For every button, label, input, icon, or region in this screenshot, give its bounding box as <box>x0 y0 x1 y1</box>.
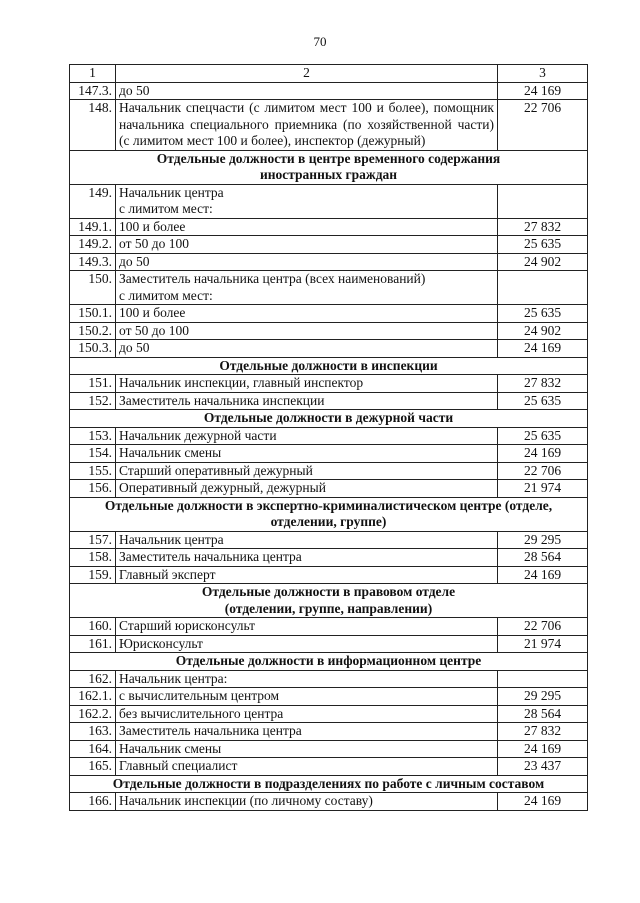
salary-value: 22 706 <box>498 462 588 480</box>
position-title <box>116 392 498 410</box>
table-row <box>70 549 588 567</box>
section-header-row <box>70 150 588 184</box>
position-title <box>116 305 498 323</box>
section-title-line: Отдельные должности в дежурной части <box>203 410 454 425</box>
table-row <box>70 705 588 723</box>
position-title-line: до 50 <box>119 253 150 269</box>
position-title-line: от 50 до 100 <box>119 322 189 338</box>
salary-value: 21 974 <box>498 480 588 498</box>
position-title-line: Юрисконсульт <box>119 635 203 651</box>
column-header-row <box>70 65 588 83</box>
item-number: 163. <box>70 723 116 741</box>
item-number: 151. <box>70 375 116 393</box>
table-row <box>70 322 588 340</box>
salary-value: 27 832 <box>498 218 588 236</box>
position-title <box>116 723 498 741</box>
section-title-line: отделении, группе) <box>270 514 387 529</box>
section-title-line: иностранных граждан <box>259 167 398 182</box>
item-number: 162.1. <box>70 688 116 706</box>
position-title-line: Начальник смены <box>119 740 222 756</box>
position-title-line: Заместитель начальника инспекции <box>119 392 325 408</box>
section-header-row <box>70 775 588 793</box>
position-title-line: Начальник смены <box>119 445 222 460</box>
item-number: 150. <box>70 271 116 305</box>
position-title <box>116 375 498 393</box>
salary-value: 24 169 <box>498 82 588 100</box>
section-title <box>70 584 588 618</box>
salary-value: 21 974 <box>498 635 588 653</box>
salary-value: 24 169 <box>498 793 588 811</box>
position-title <box>116 253 498 271</box>
item-number: 148. <box>70 100 116 151</box>
section-title <box>70 775 588 793</box>
salary-value: 24 902 <box>498 322 588 340</box>
salary-value: 24 902 <box>498 253 588 271</box>
section-title-line: Отдельные должности в подразделениях по работе с личным составом <box>112 775 545 791</box>
position-title-line: с лимитом мест: <box>119 287 213 303</box>
table-row <box>70 740 588 758</box>
page-number: 70 <box>313 34 327 49</box>
position-title-line: 100 и более <box>119 218 186 234</box>
section-title <box>70 150 588 184</box>
item-number: 152. <box>70 392 116 410</box>
position-title-line: Начальник центра: <box>119 670 228 686</box>
position-title <box>116 793 498 811</box>
item-number: 165. <box>70 758 116 776</box>
position-title <box>116 100 498 151</box>
position-title <box>116 445 498 463</box>
section-header-row <box>70 653 588 671</box>
section-title-line: Отдельные должности в инспекции <box>219 357 438 373</box>
position-title-line: с вычислительным центром <box>119 688 280 703</box>
section-header-row <box>70 584 588 618</box>
item-number: 150.2. <box>70 322 116 340</box>
table-row <box>70 253 588 271</box>
position-title-line: до 50 <box>119 82 150 98</box>
table-row <box>70 635 588 653</box>
salary-value: 24 169 <box>498 340 588 358</box>
salary-value: 28 564 <box>498 549 588 567</box>
table-row <box>70 427 588 445</box>
section-header-row <box>70 357 588 375</box>
position-title-line: Начальник дежурной части <box>119 427 277 443</box>
position-title-line: Начальник инспекции (по личному составу) <box>119 793 373 808</box>
position-title-line: Заместитель начальника центра <box>119 549 302 564</box>
item-number: 149.3. <box>70 253 116 271</box>
item-number: 156. <box>70 480 116 498</box>
position-title <box>116 531 498 549</box>
table-row <box>70 670 588 688</box>
table-row <box>70 375 588 393</box>
salary-value: 23 437 <box>498 758 588 776</box>
item-number: 158. <box>70 549 116 567</box>
position-title <box>116 670 498 688</box>
section-title <box>70 653 588 671</box>
section-header-row <box>70 497 588 531</box>
position-title-line: Начальник центра <box>119 531 224 547</box>
position-title-line: Оперативный дежурный, дежурный <box>119 480 326 495</box>
item-number: 162. <box>70 670 116 688</box>
salary-value: 25 635 <box>498 305 588 323</box>
salary-value: 24 169 <box>498 740 588 758</box>
salary-value: 24 169 <box>498 445 588 463</box>
positions-table <box>69 64 588 811</box>
position-title <box>116 740 498 758</box>
table-row <box>70 184 588 218</box>
salary-value: 29 295 <box>498 531 588 549</box>
table-row <box>70 618 588 636</box>
table-row <box>70 688 588 706</box>
salary-value <box>498 184 588 218</box>
position-title-line: Главный эксперт <box>119 566 216 582</box>
position-title-line: до 50 <box>119 340 150 355</box>
position-title-line: Главный специалист <box>119 758 238 773</box>
table-row <box>70 723 588 741</box>
table-row <box>70 100 588 151</box>
position-title-line: Заместитель начальника центра <box>119 723 302 738</box>
salary-value: 22 706 <box>498 100 588 151</box>
salary-value <box>498 271 588 305</box>
section-title <box>70 497 588 531</box>
position-title-line: от 50 до 100 <box>119 236 189 251</box>
salary-value: 29 295 <box>498 688 588 706</box>
item-number: 147.3. <box>70 82 116 100</box>
position-title <box>116 566 498 584</box>
table-row <box>70 480 588 498</box>
salary-value: 28 564 <box>498 705 588 723</box>
section-title-line: Отдельные должности в экспертно-криминалистическом центре (отделе, <box>104 497 553 513</box>
section-title <box>70 410 588 428</box>
position-title-line: Заместитель начальника центра (всех наименований) <box>119 271 426 286</box>
salary-value: 27 832 <box>498 723 588 741</box>
position-title <box>116 218 498 236</box>
salary-value: 27 832 <box>498 375 588 393</box>
table-row <box>70 445 588 463</box>
position-title <box>116 705 498 723</box>
item-number: 153. <box>70 427 116 445</box>
salary-value: 22 706 <box>498 618 588 636</box>
position-title-line: Начальник спецчасти (с лимитом мест 100 и более), помощник начальника специального приемника (по хозяйственной части) (с лимитом мест 100 и более), инспектор (дежурный) <box>119 100 494 148</box>
section-title-line: (отделении, группе, направлении) <box>224 600 433 616</box>
table-body <box>70 65 588 811</box>
table-row <box>70 82 588 100</box>
item-number: 149.1. <box>70 218 116 236</box>
section-header-row <box>70 410 588 428</box>
item-number: 162.2. <box>70 705 116 723</box>
salary-value: 24 169 <box>498 566 588 584</box>
item-number: 149.2. <box>70 236 116 254</box>
item-number: 154. <box>70 445 116 463</box>
position-title <box>116 184 498 218</box>
section-title-line: Отдельные должности в правовом отделе <box>201 584 456 599</box>
item-number: 155. <box>70 462 116 480</box>
position-title <box>116 480 498 498</box>
position-title-line: с лимитом мест: <box>119 201 213 216</box>
position-title-line: Старший оперативный дежурный <box>119 462 313 478</box>
position-title <box>116 340 498 358</box>
item-number: 150.3. <box>70 340 116 358</box>
salary-value: 25 635 <box>498 427 588 445</box>
position-title-line: Старший юрисконсульт <box>119 618 256 633</box>
item-number: 159. <box>70 566 116 584</box>
table-row <box>70 566 588 584</box>
position-title <box>116 758 498 776</box>
position-title-line: Начальник центра <box>119 184 224 200</box>
table-row <box>70 340 588 358</box>
position-title <box>116 462 498 480</box>
table-row <box>70 793 588 811</box>
column-header-3: 3 <box>498 65 588 83</box>
column-header-1: 1 <box>70 65 116 83</box>
item-number: 166. <box>70 793 116 811</box>
column-header-2: 2 <box>116 65 498 83</box>
table-row <box>70 758 588 776</box>
table-row <box>70 531 588 549</box>
position-title <box>116 688 498 706</box>
position-title-line: 100 и более <box>119 305 186 320</box>
table-row <box>70 271 588 305</box>
item-number: 150.1. <box>70 305 116 323</box>
position-title <box>116 618 498 636</box>
section-title-line: Отдельные должности в информационном центре <box>175 653 482 668</box>
position-title <box>116 322 498 340</box>
item-number: 149. <box>70 184 116 218</box>
section-title-line: Отдельные должности в центре временного содержания <box>156 150 501 166</box>
table-row <box>70 392 588 410</box>
table-row <box>70 218 588 236</box>
position-title <box>116 271 498 305</box>
item-number: 164. <box>70 740 116 758</box>
position-title-line: Начальник инспекции, главный инспектор <box>119 375 364 390</box>
table-row <box>70 305 588 323</box>
position-title <box>116 236 498 254</box>
salary-value: 25 635 <box>498 236 588 254</box>
section-title <box>70 357 588 375</box>
position-title-line: без вычислительного центра <box>119 705 284 721</box>
item-number: 160. <box>70 618 116 636</box>
item-number: 157. <box>70 531 116 549</box>
position-title <box>116 427 498 445</box>
position-title <box>116 549 498 567</box>
salary-value: 25 635 <box>498 392 588 410</box>
position-title <box>116 82 498 100</box>
item-number: 161. <box>70 635 116 653</box>
position-title <box>116 635 498 653</box>
table-row <box>70 236 588 254</box>
table-row <box>70 462 588 480</box>
salary-value <box>498 670 588 688</box>
